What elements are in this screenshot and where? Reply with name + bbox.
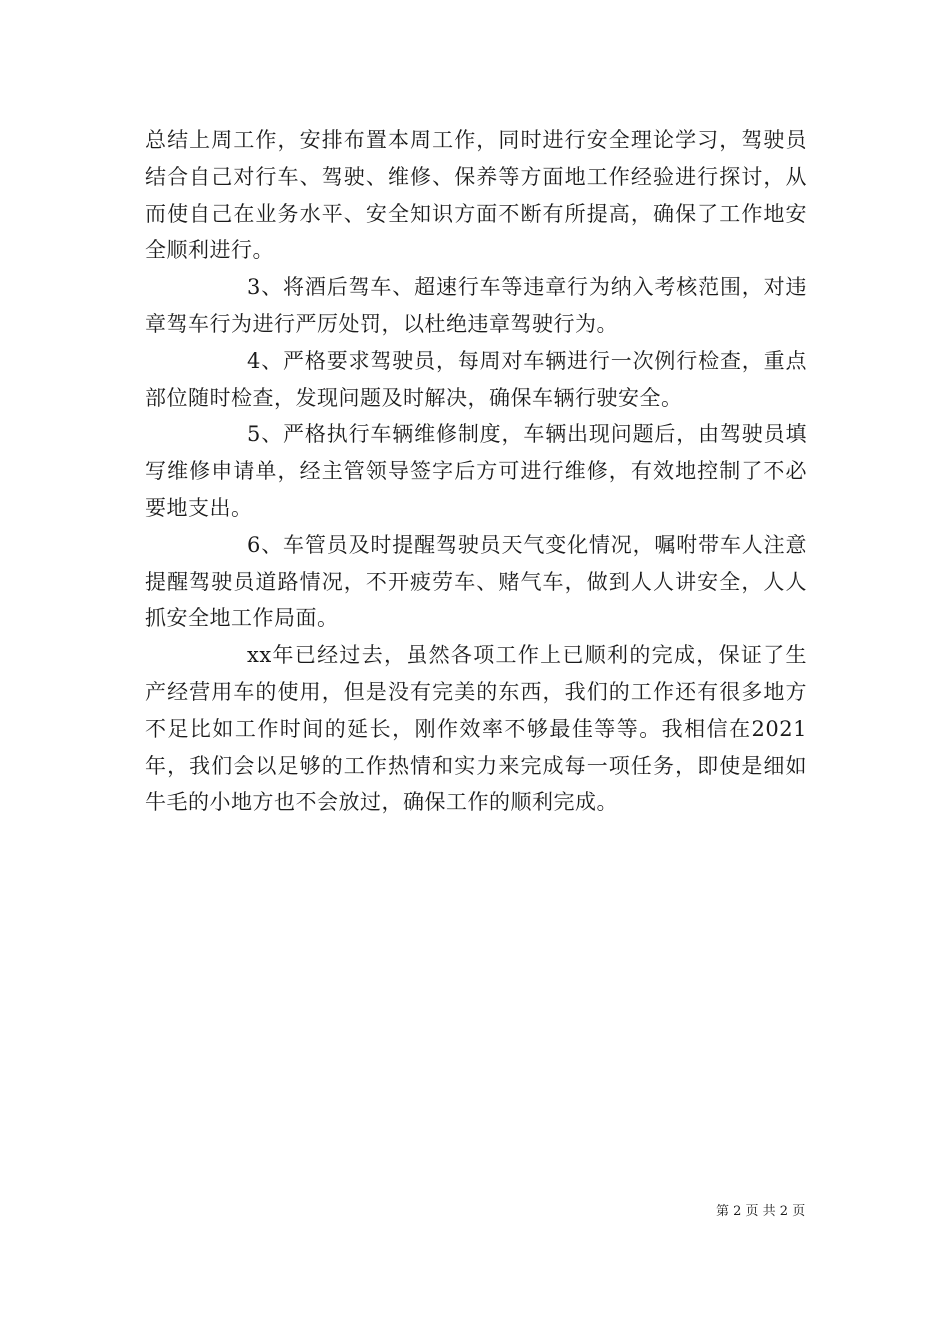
paragraph-item-6: 6、车管员及时提醒驾驶员天气变化情况，嘱咐带车人注意提醒驾驶员道路情况，不开疲劳车、赌气车，做到人人讲安全，人人抓安全地工作局面。 <box>145 532 807 631</box>
paragraph-item-4: 4、严格要求驾驶员，每周对车辆进行一次例行检查，重点部位随时检查，发现问题及时解决，确保车辆行驶安全。 <box>145 348 807 410</box>
paragraph-summary-continuation: 总结上周工作，安排布置本周工作，同时进行安全理论学习，驾驶员结合自己对行车、驾驶、维修、保养等方面地工作经验进行探讨，从而使自己在业务水平、安全知识方面不断有所提高，确保了工作地安全顺利进行。 <box>145 128 807 263</box>
paragraph-conclusion: xx年已经过去，虽然各项工作上已顺利的完成，保证了生产经营用车的使用，但是没有完美的东西，我们的工作还有很多地方不足比如工作时间的延长，刚作效率不够最佳等等。我相信在2021年，我们会以足够的工作热情和实力来完成每一项任务，即使是细如牛毛的小地方也不会放过，确保工作的顺利完成。 <box>145 643 807 815</box>
paragraph-item-5: 5、严格执行车辆维修制度，车辆出现问题后，由驾驶员填写维修申请单，经主管领导签字后方可进行维修，有效地控制了不必要地支出。 <box>145 422 807 520</box>
page-number-footer: 第 2 页 共 2 页 <box>716 1204 806 1219</box>
document-body <box>145 122 807 821</box>
paragraph-item-3: 3、将酒后驾车、超速行车等违章行为纳入考核范围，对违章驾车行为进行严厉处罚，以杜绝违章驾驶行为。 <box>145 275 807 336</box>
